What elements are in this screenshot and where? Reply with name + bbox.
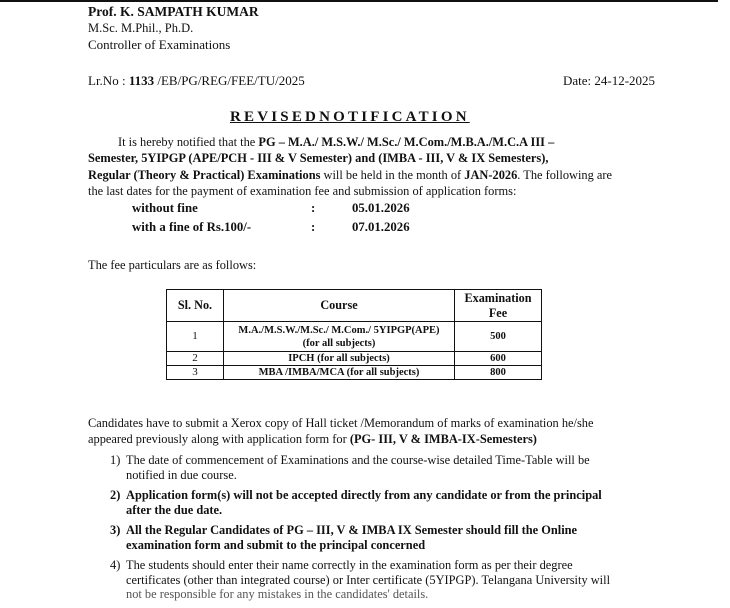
item-line: examination form and submit to the principal concerned bbox=[126, 537, 426, 552]
cell-course bbox=[224, 322, 455, 352]
list-item bbox=[88, 523, 668, 552]
reference-code: /EB/PG/REG/FEE/TU/2025 bbox=[154, 73, 305, 88]
deadline-date: 05.01.2026 bbox=[352, 201, 410, 215]
intro-text: It is hereby notified that the bbox=[118, 135, 259, 149]
intro-paragraph bbox=[88, 134, 668, 199]
top-rule bbox=[0, 0, 718, 2]
item-number: 2) bbox=[110, 488, 121, 502]
officer-name: Prof. K. SAMPATH KUMAR bbox=[88, 4, 259, 19]
table-row bbox=[167, 322, 542, 352]
candidates-text: appeared previously along with application form for bbox=[88, 431, 350, 446]
intro-line-3 bbox=[88, 167, 668, 183]
table-row bbox=[167, 352, 542, 366]
deadline-label: without fine bbox=[132, 201, 198, 215]
cell-fee: 500 bbox=[455, 322, 542, 352]
list-item bbox=[88, 453, 668, 482]
intro-line-1 bbox=[88, 134, 668, 150]
deadline-colon: : bbox=[311, 220, 316, 234]
intro-courses: PG – M.A./ M.S.W./ M.Sc./ M.Com./M.B.A./M.C.A III – bbox=[258, 135, 555, 149]
item-line: All the Regular Candidates of PG – III, V & IMBA IX Semester should fill the Online bbox=[126, 523, 578, 537]
intro-text: . The following are bbox=[517, 167, 613, 182]
table-header-row bbox=[167, 290, 542, 322]
intro-exam-month: JAN-2026 bbox=[464, 167, 518, 182]
candidates-line-2 bbox=[88, 432, 668, 448]
item-number: 4) bbox=[110, 558, 121, 572]
list-item bbox=[88, 558, 668, 602]
letter-reference bbox=[88, 73, 305, 89]
candidates-paragraph bbox=[88, 416, 668, 447]
header-fee-line: Fee bbox=[488, 305, 508, 320]
intro-line-4: the last dates for the payment of examination fee and submission of application forms: bbox=[88, 183, 517, 198]
officer-degrees: M.Sc. M.Phil., Ph.D. bbox=[88, 21, 194, 35]
candidates-line-1: Candidates have to submit a Xerox copy of Hall ticket /Memorandum of marks of examination he/she bbox=[88, 416, 594, 430]
cell-sl: 2 bbox=[167, 352, 224, 366]
item-line: not be responsible for any mistakes in the candidates' details. bbox=[126, 587, 429, 601]
intro-line-2: Semester, 5YIPGP (APE/PCH - III & V Semester) and (IMBA - III, V & IX Semesters), bbox=[88, 151, 549, 166]
table-row bbox=[167, 366, 542, 380]
letter-date: Date: 24-12-2025 bbox=[563, 73, 656, 88]
item-line: Application form(s) will not be accepted directly from any candidate or from the principal bbox=[126, 488, 602, 502]
header-course: Course bbox=[224, 290, 455, 322]
deadline-label: with a fine of Rs.100/- bbox=[132, 220, 252, 234]
deadline-colon: : bbox=[311, 201, 316, 215]
header-fee-line: Examination bbox=[464, 290, 532, 305]
cell-course: MBA /IMBA/MCA (for all subjects) bbox=[224, 366, 455, 380]
header-sl-no: Sl. No. bbox=[167, 290, 224, 322]
intro-text: will be held in the month of bbox=[320, 167, 465, 182]
cell-fee: 600 bbox=[455, 352, 542, 366]
course-line: (for all subjects) bbox=[302, 337, 376, 349]
cell-sl: 3 bbox=[167, 366, 224, 380]
instructions-list bbox=[88, 453, 668, 608]
list-item bbox=[88, 488, 668, 517]
item-line: The date of commencement of Examinations and the course-wise detailed Time-Table will be bbox=[126, 453, 590, 467]
reference-label: Lr.No : bbox=[88, 73, 129, 88]
item-number: 1) bbox=[110, 453, 121, 467]
item-line: certificates (other than integrated course) or Inter certificate (5YIPGP). Telangana University will bbox=[126, 572, 611, 587]
item-line: The students should enter their name correctly in the examination form as per their degree bbox=[126, 558, 573, 572]
cell-course: IPCH (for all subjects) bbox=[224, 352, 455, 366]
fee-table bbox=[166, 289, 542, 380]
reference-number: 1133 bbox=[128, 73, 155, 88]
header-exam-fee bbox=[455, 290, 542, 322]
fees-intro: The fee particulars are as follows: bbox=[88, 258, 257, 272]
cell-fee: 800 bbox=[455, 366, 542, 380]
item-line: after the due date. bbox=[126, 502, 223, 517]
intro-exam-type: Regular (Theory & Practical) Examinations bbox=[88, 167, 321, 182]
page-title: REVISEDNOTIFICATION bbox=[230, 109, 470, 125]
item-number: 3) bbox=[110, 523, 121, 537]
cell-sl: 1 bbox=[167, 322, 224, 352]
deadline-date: 07.01.2026 bbox=[352, 220, 410, 234]
officer-designation: Controller of Examinations bbox=[88, 37, 231, 52]
course-line: M.A./M.S.W./M.Sc./ M.Com./ 5YIPGP(APE) bbox=[238, 324, 440, 336]
item-line: notified in due course. bbox=[126, 467, 237, 482]
candidates-semesters: (PG- III, V & IMBA-IX-Semesters) bbox=[349, 431, 537, 446]
